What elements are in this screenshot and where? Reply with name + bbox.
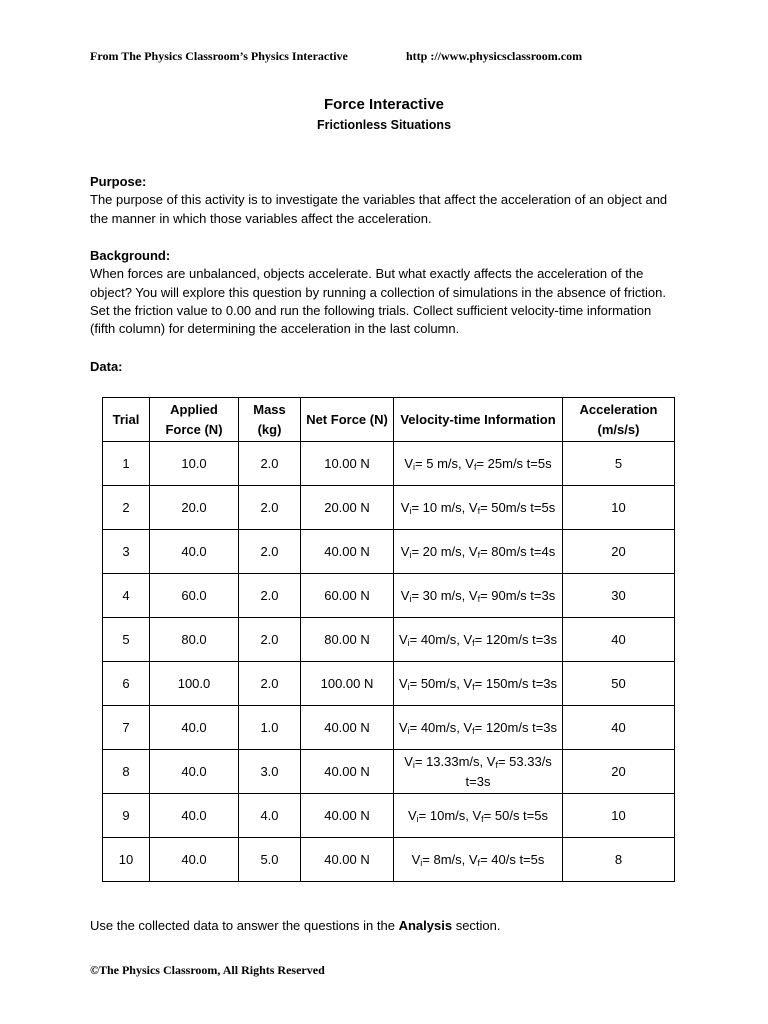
- data-table: [102, 397, 675, 882]
- cell-applied-force: 40.0: [150, 750, 239, 794]
- cell-acceleration: 10: [563, 486, 675, 530]
- cell-mass: 1.0: [239, 706, 301, 750]
- cell-net-force: 20.00 N: [301, 486, 394, 530]
- cell-net-force: 40.00 N: [301, 838, 394, 882]
- purpose-text: The purpose of this activity is to investigate the variables that affect the acceleration of an object and the manner in which those variables affect the acceleration.: [90, 192, 668, 226]
- velocity-final-text: = 120m/s t=3s: [474, 719, 558, 735]
- cell-net-force: 40.00 N: [301, 750, 394, 794]
- cell-velocity-time: $V_i= 10m/s$, $V_f= 50/s$ t=5s: [394, 794, 563, 838]
- cell-applied-force: 40.0: [150, 706, 239, 750]
- header-url[interactable]: http ://www.physicsclassroom.com: [406, 49, 583, 63]
- cell-mass: 2.0: [239, 486, 301, 530]
- cell-mass: 3.0: [239, 750, 301, 794]
- cell-applied-force: 100.0: [150, 662, 239, 706]
- table-header-row: [103, 398, 675, 442]
- cell-trial: 7: [103, 706, 150, 750]
- data-label: Data:: [90, 359, 123, 374]
- cell-velocity-time: $V_i= 50m/s$, $V_f= 150m/s$ t=3s: [394, 662, 563, 706]
- cell-trial: 5: [103, 618, 150, 662]
- closing-text-bold: Analysis: [398, 918, 453, 933]
- header-mass: Mass (kg): [239, 398, 301, 442]
- copyright-footer: ©The Physics Classroom, All Rights Reserved: [90, 963, 325, 977]
- cell-velocity-time: $V_i= 13.33m/s$, $V_f= 53.33/s$ t=3s: [394, 750, 563, 794]
- cell-applied-force: 40.0: [150, 838, 239, 882]
- background-text: When forces are unbalanced, objects accelerate. But what exactly affects the acceleration of the object? You will explore this question by running a collection of simulations in the absence of friction. Set the friction value to 0.00 and run the following trials. Collect sufficient velocity-time information (fifth column) for determining the acceleration in the last column.: [90, 266, 666, 337]
- cell-acceleration: 30: [563, 574, 675, 618]
- table-row: [103, 574, 675, 618]
- velocity-final-text: = 50m/s t=5s: [480, 499, 556, 515]
- cell-velocity-time: $V_i= 40m/s$, $V_f= 120m/s$ t=3s: [394, 618, 563, 662]
- velocity-final-text: = 150m/s t=3s: [474, 675, 558, 691]
- cell-mass: 4.0: [239, 794, 301, 838]
- velocity-initial-text: = 40m/s, V: [409, 719, 473, 735]
- cell-trial: 4: [103, 574, 150, 618]
- closing-instruction: [90, 918, 501, 933]
- cell-trial: 3: [103, 530, 150, 574]
- velocity-final-text: = 120m/s t=3s: [474, 631, 558, 647]
- cell-velocity-time: $V_i= 5$ m/s, $V_f= 25m/s$ t=5s: [394, 442, 563, 486]
- page-header: [90, 49, 690, 65]
- velocity-initial-text: = 30 m/s, V: [411, 587, 478, 603]
- cell-velocity-time: $V_i= 30$ m/s, $V_f= 90m/s$ t=3s: [394, 574, 563, 618]
- cell-velocity-time: $V_i= 8m/s$, $V_f= 40/s$ t=5s: [394, 838, 563, 882]
- cell-applied-force: 40.0: [150, 794, 239, 838]
- velocity-initial-text: = 13.33m/s, V: [414, 753, 496, 769]
- cell-velocity-time: $V_i= 20$ m/s, $V_f= 80m/s$ t=4s: [394, 530, 563, 574]
- background-heading: Background:: [90, 248, 171, 263]
- cell-applied-force: 20.0: [150, 486, 239, 530]
- table-row: [103, 618, 675, 662]
- cell-mass: 2.0: [239, 530, 301, 574]
- velocity-final-text: = 25m/s t=5s: [476, 455, 552, 471]
- closing-text-before: Use the collected data to answer the questions in the: [90, 918, 399, 933]
- velocity-initial-text: = 8m/s, V: [422, 851, 478, 867]
- closing-text-after: section.: [452, 918, 501, 933]
- cell-acceleration: 40: [563, 618, 675, 662]
- cell-acceleration: 20: [563, 530, 675, 574]
- cell-velocity-time: $V_i= 10$ m/s, $V_f= 50m/s$ t=5s: [394, 486, 563, 530]
- page-title: Force Interactive: [323, 96, 445, 113]
- cell-acceleration: 5: [563, 442, 675, 486]
- table-row: [103, 794, 675, 838]
- velocity-final-text: = 40/s t=5s: [480, 851, 545, 867]
- cell-net-force: 40.00 N: [301, 706, 394, 750]
- cell-net-force: 80.00 N: [301, 618, 394, 662]
- cell-applied-force: 40.0: [150, 530, 239, 574]
- cell-applied-force: 80.0: [150, 618, 239, 662]
- table-row: [103, 750, 675, 794]
- cell-mass: 5.0: [239, 838, 301, 882]
- header-source: From The Physics Classroom’s Physics Interactive: [90, 49, 348, 63]
- table-row: [103, 838, 675, 882]
- velocity-initial-text: = 40m/s, V: [409, 631, 473, 647]
- velocity-final-text: = 80m/s t=4s: [480, 543, 556, 559]
- header-velocity-time: Velocity-time Information: [394, 398, 563, 442]
- cell-mass: 2.0: [239, 618, 301, 662]
- cell-trial: 2: [103, 486, 150, 530]
- cell-trial: 8: [103, 750, 150, 794]
- velocity-initial-text: = 20 m/s, V: [411, 543, 478, 559]
- velocity-initial-text: = 50m/s, V: [409, 675, 473, 691]
- table-row: [103, 706, 675, 750]
- table-row: [103, 662, 675, 706]
- purpose-section: [90, 173, 680, 228]
- page-subtitle: Frictionless Situations: [316, 118, 452, 132]
- table-row: [103, 530, 675, 574]
- cell-applied-force: 10.0: [150, 442, 239, 486]
- cell-mass: 2.0: [239, 662, 301, 706]
- velocity-initial-text: = 5 m/s, V: [415, 455, 474, 471]
- header-net-force: Net Force (N): [301, 398, 394, 442]
- header-applied-force: Applied Force (N): [150, 398, 239, 442]
- cell-trial: 9: [103, 794, 150, 838]
- velocity-initial-text: = 10 m/s, V: [411, 499, 478, 515]
- cell-trial: 1: [103, 442, 150, 486]
- velocity-final-text: = 53.33/s t=3s: [465, 753, 552, 789]
- velocity-final-text: = 50/s t=5s: [483, 807, 548, 823]
- background-section: [90, 247, 680, 338]
- velocity-initial-text: = 10m/s, V: [418, 807, 482, 823]
- table-row: [103, 486, 675, 530]
- cell-acceleration: 40: [563, 706, 675, 750]
- cell-net-force: 40.00 N: [301, 794, 394, 838]
- cell-applied-force: 60.0: [150, 574, 239, 618]
- cell-acceleration: 8: [563, 838, 675, 882]
- header-trial: Trial: [103, 398, 150, 442]
- purpose-heading: Purpose:: [90, 174, 147, 189]
- cell-velocity-time: $V_i= 40m/s$, $V_f= 120m/s$ t=3s: [394, 706, 563, 750]
- cell-mass: 2.0: [239, 574, 301, 618]
- cell-net-force: 10.00 N: [301, 442, 394, 486]
- velocity-final-text: = 90m/s t=3s: [480, 587, 556, 603]
- cell-net-force: 60.00 N: [301, 574, 394, 618]
- cell-mass: 2.0: [239, 442, 301, 486]
- cell-net-force: 100.00 N: [301, 662, 394, 706]
- cell-trial: 10: [103, 838, 150, 882]
- header-acceleration: Acceleration (m/s/s): [563, 398, 675, 442]
- cell-acceleration: 20: [563, 750, 675, 794]
- cell-acceleration: 50: [563, 662, 675, 706]
- cell-trial: 6: [103, 662, 150, 706]
- cell-acceleration: 10: [563, 794, 675, 838]
- table-row: [103, 442, 675, 486]
- cell-net-force: 40.00 N: [301, 530, 394, 574]
